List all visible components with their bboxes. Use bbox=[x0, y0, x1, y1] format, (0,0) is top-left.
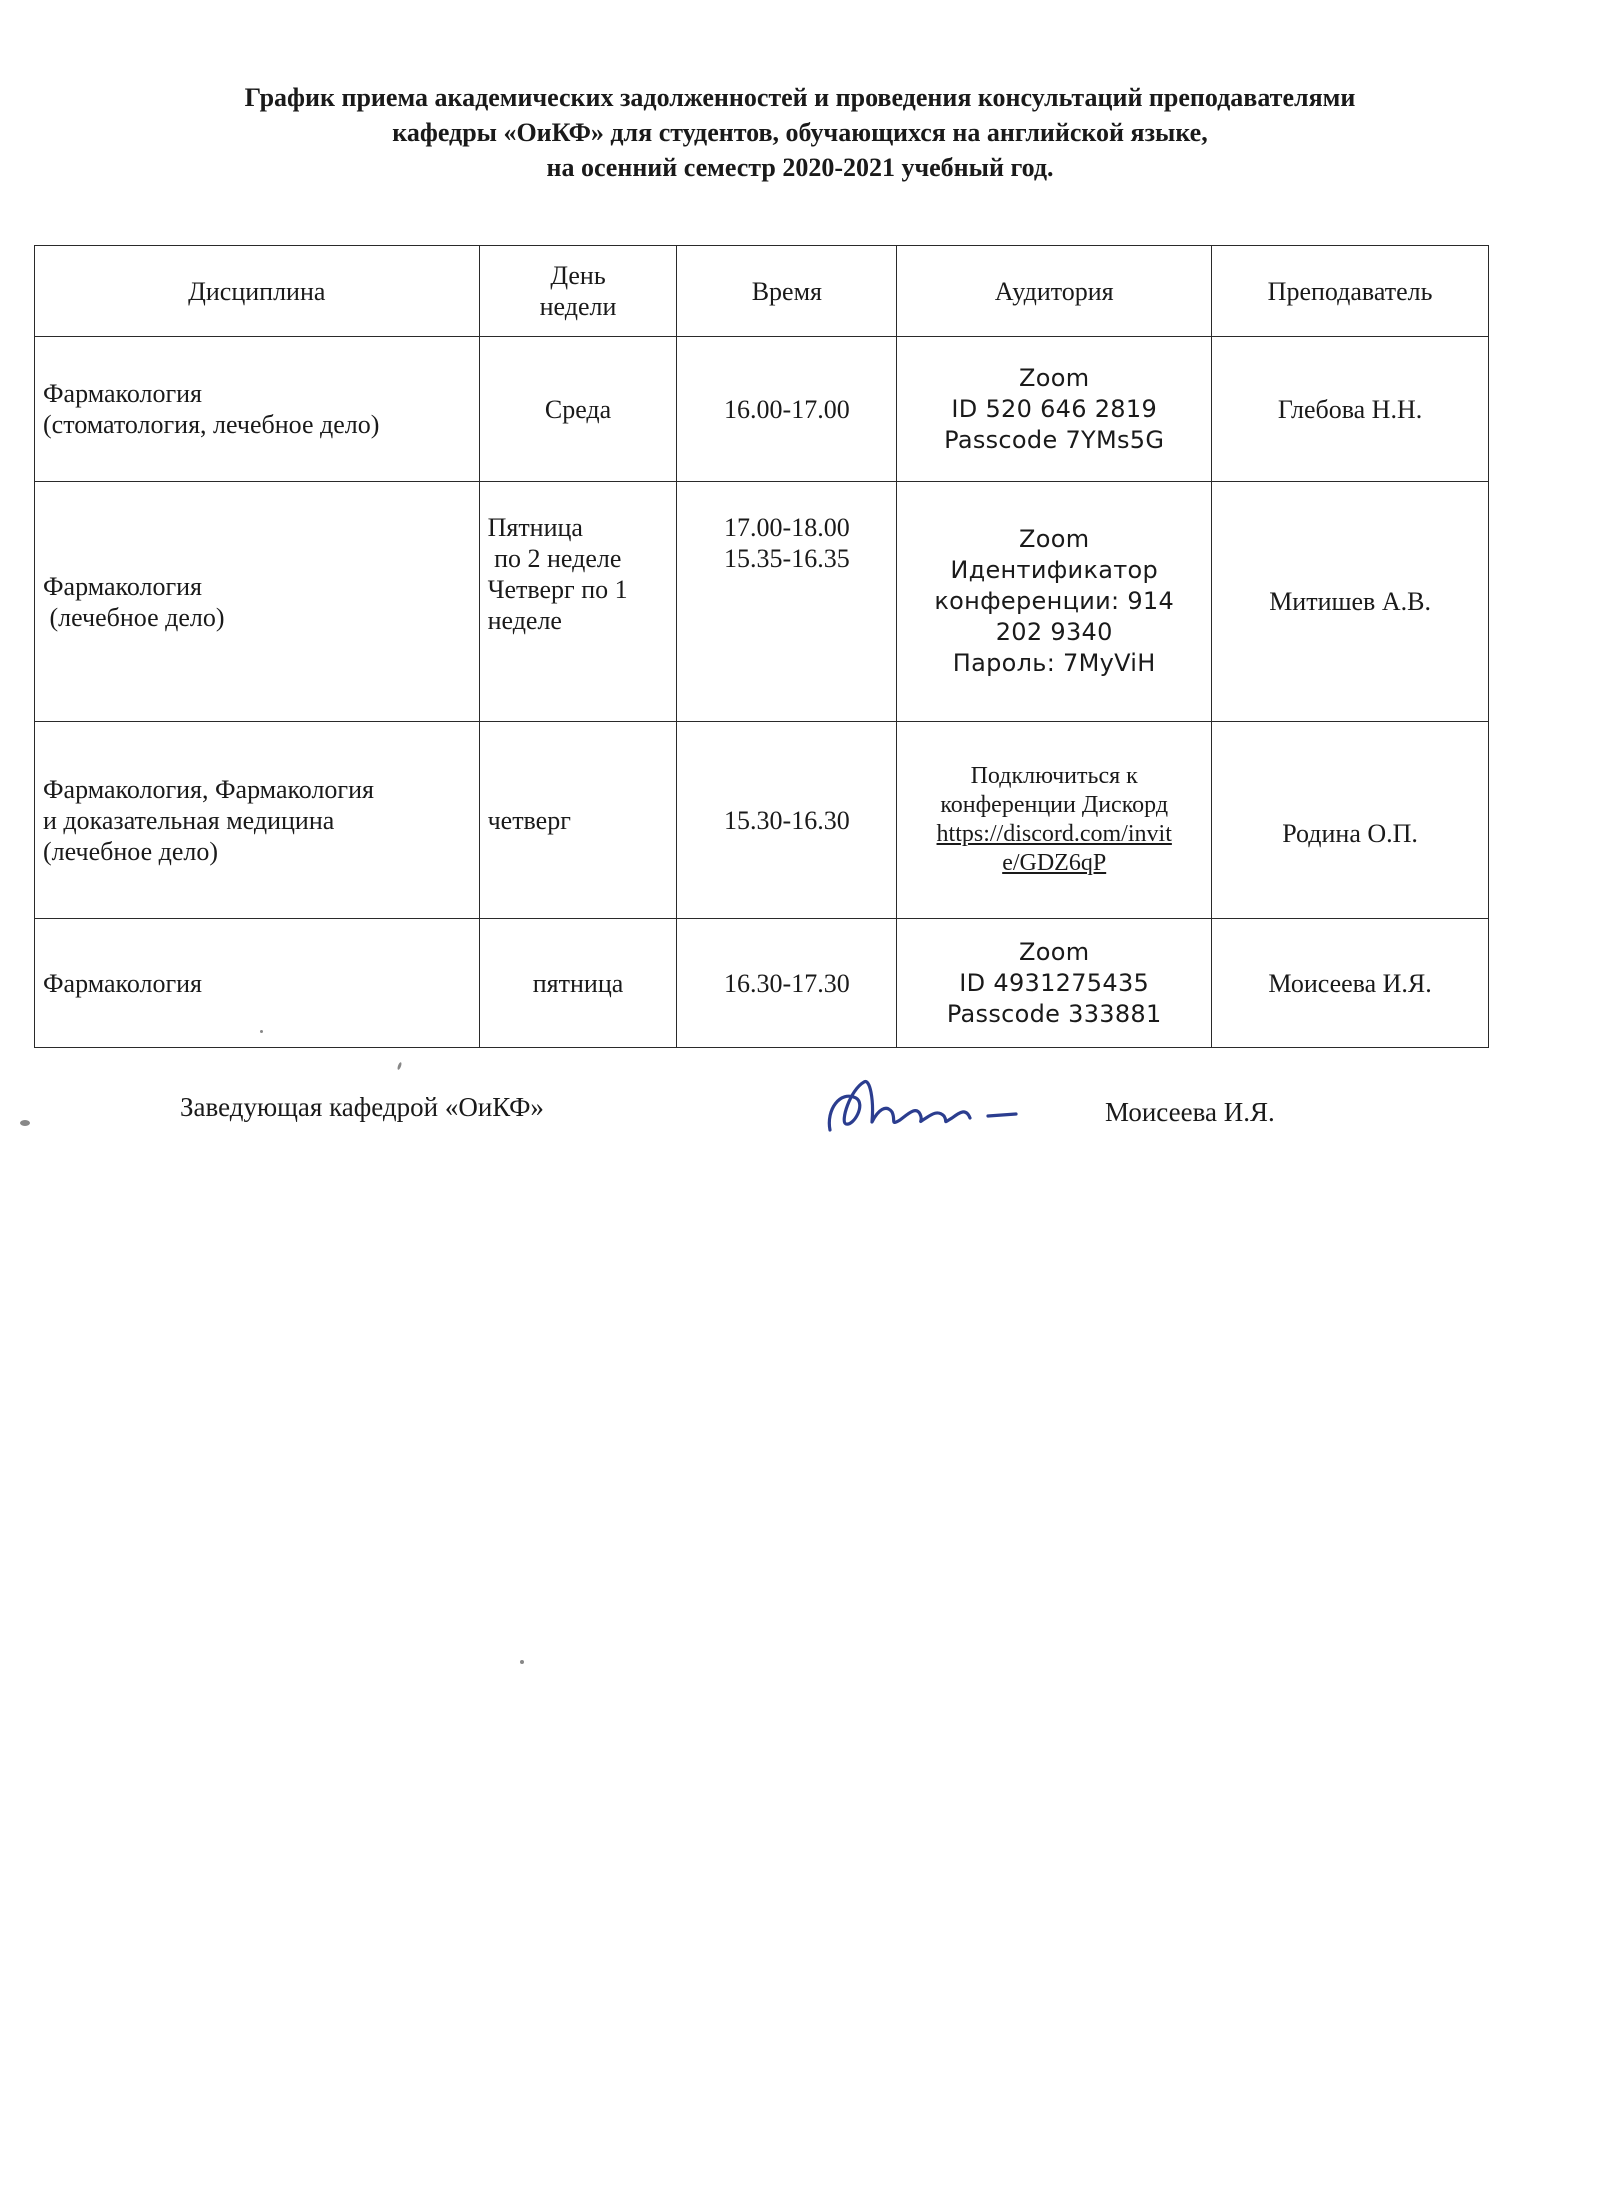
table-row bbox=[35, 722, 1489, 919]
cell-text: Пятница bbox=[487, 513, 583, 542]
header-teacher: Преподаватель bbox=[1212, 246, 1489, 337]
cell-text: Zoom bbox=[1019, 937, 1090, 966]
header-discipline: Дисциплина bbox=[35, 246, 480, 337]
cell-time bbox=[677, 722, 897, 919]
cell-text: Четверг по 1 bbox=[487, 575, 628, 604]
cell-discipline bbox=[35, 722, 480, 919]
cell-text: Passcode 7YMs5G bbox=[944, 425, 1165, 454]
title-line-2: кафедры «ОиКФ» для студентов, обучающихся на английской языке, bbox=[392, 118, 1208, 147]
head-of-department-label: Заведующая кафедрой «ОиКФ» bbox=[180, 1092, 544, 1122]
cell-text: Среда bbox=[544, 394, 612, 424]
discord-link-continued[interactable]: e/GDZ6qP bbox=[1002, 850, 1107, 876]
cell-time bbox=[677, 337, 897, 482]
cell-text: по 2 неделе bbox=[487, 544, 622, 573]
cell-discipline bbox=[35, 337, 480, 482]
scan-speck bbox=[260, 1030, 263, 1033]
cell-text: неделе bbox=[487, 606, 562, 635]
table-row bbox=[35, 919, 1489, 1048]
cell-text: пятница bbox=[532, 968, 624, 998]
table-row bbox=[35, 482, 1489, 722]
cell-time bbox=[677, 482, 897, 722]
signature-image bbox=[820, 1060, 1080, 1150]
cell-text: Zoom bbox=[1019, 525, 1090, 553]
table-row bbox=[35, 337, 1489, 482]
cell-teacher: Родина О.П. bbox=[1212, 722, 1489, 919]
cell-text: (стоматология, лечебное дело) bbox=[43, 410, 380, 439]
scan-speck bbox=[20, 1120, 30, 1126]
cell-text: Идентификатор bbox=[950, 556, 1159, 584]
cell-text: и доказательная медицина bbox=[43, 805, 335, 835]
cell-day bbox=[479, 482, 677, 722]
cell-teacher: Митишев А.В. bbox=[1212, 482, 1489, 722]
title-line-1: График приема академических задолженностей и проведения консультаций преподавателями bbox=[244, 83, 1356, 112]
cell-text: конференции Дискорд bbox=[940, 792, 1169, 818]
cell-discipline bbox=[35, 919, 480, 1048]
header-day bbox=[479, 246, 677, 337]
cell-room bbox=[897, 337, 1212, 482]
cell-text: Фармакология, Фармакология bbox=[43, 774, 374, 804]
cell-text: 17.00-18.00 bbox=[724, 513, 850, 542]
cell-text: Фармакология bbox=[43, 379, 202, 408]
cell-text: Фармакология bbox=[43, 968, 202, 998]
cell-day bbox=[479, 337, 677, 482]
header-day-line-2: недели bbox=[539, 292, 617, 321]
discord-link[interactable]: https://discord.com/invit bbox=[936, 821, 1172, 847]
scan-speck bbox=[520, 1660, 524, 1664]
cell-discipline bbox=[35, 482, 480, 722]
header-time: Время bbox=[677, 246, 897, 337]
cell-time bbox=[677, 919, 897, 1048]
cell-teacher: Моисеева И.Я. bbox=[1212, 919, 1489, 1048]
cell-teacher: Глебова Н.Н. bbox=[1212, 337, 1489, 482]
cell-text: четверг bbox=[487, 805, 571, 835]
scan-speck bbox=[397, 1062, 403, 1071]
cell-text: Подключиться к bbox=[970, 763, 1138, 789]
cell-text: 15.35-16.35 bbox=[724, 544, 850, 573]
cell-room bbox=[897, 722, 1212, 919]
header-day-line-1: День bbox=[550, 261, 606, 290]
cell-text: 16.00-17.00 bbox=[724, 394, 850, 424]
cell-text: 16.30-17.30 bbox=[724, 968, 850, 998]
header-room: Аудитория bbox=[897, 246, 1212, 337]
cell-text: конференции: 914 bbox=[934, 587, 1175, 615]
cell-text: 202 9340 bbox=[995, 618, 1113, 646]
table-header-row bbox=[35, 246, 1489, 337]
cell-text: Пароль: 7MyViH bbox=[952, 649, 1156, 677]
cell-text: Passcode 333881 bbox=[946, 999, 1162, 1028]
cell-room bbox=[897, 482, 1212, 722]
cell-text: (лечебное дело) bbox=[43, 602, 225, 632]
cell-day bbox=[479, 919, 677, 1048]
cell-text: ID 4931275435 bbox=[959, 968, 1150, 997]
head-of-department-name: Моисеева И.Я. bbox=[1105, 1097, 1275, 1127]
cell-text: Zoom bbox=[1019, 363, 1090, 392]
schedule-table bbox=[34, 245, 1489, 1048]
cell-text: Фармакология bbox=[43, 571, 202, 601]
cell-day bbox=[479, 722, 677, 919]
cell-text: ID 520 646 2819 bbox=[951, 394, 1158, 423]
cell-text: 15.30-16.30 bbox=[724, 805, 850, 835]
cell-room bbox=[897, 919, 1212, 1048]
title-line-3: на осенний семестр 2020-2021 учебный год. bbox=[546, 153, 1054, 182]
cell-text: (лечебное дело) bbox=[43, 836, 219, 866]
page-title bbox=[60, 80, 1540, 185]
